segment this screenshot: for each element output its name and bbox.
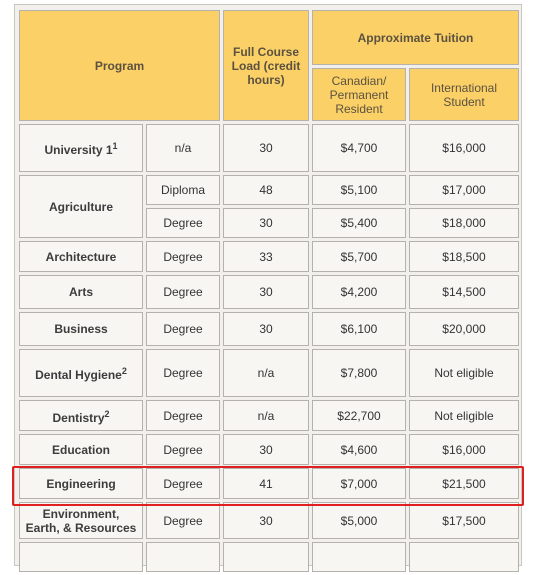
table-row-agriculture-diploma [19,175,519,205]
header-course-load: Full Course Load (credit hours) [223,10,309,121]
load-cell: 33 [223,241,309,272]
load-cell: 41 [223,468,309,499]
table-row-engineering [19,468,519,499]
header-program: Program [19,10,220,121]
tuition-table [16,7,522,575]
credential-cell: Diploma [146,175,220,205]
canadian-cell: $4,600 [312,434,406,465]
table-row-business [19,312,519,346]
program-cell [19,400,143,431]
credential-cell: Degree [146,275,220,309]
credential-cell: n/a [146,124,220,172]
credential-cell: Degree [146,312,220,346]
program-cell: Business [19,312,143,346]
international-cell: $18,000 [409,208,519,238]
credential-cell: Degree [146,468,220,499]
credential-cell: Degree [146,434,220,465]
table-row-dental-hygiene [19,349,519,397]
table-row-education [19,434,519,465]
program-label: University 1 [44,143,113,157]
load-cell: 30 [223,502,309,539]
international-cell: $21,500 [409,468,519,499]
table-row-environment [19,502,519,539]
header-approx-tuition: Approximate Tuition [312,10,519,65]
canadian-cell [312,542,406,572]
load-cell: 30 [223,312,309,346]
credential-cell: Degree [146,208,220,238]
load-cell [223,542,309,572]
international-cell: $17,500 [409,502,519,539]
credential-cell: Degree [146,349,220,397]
international-cell: Not eligible [409,400,519,431]
canadian-cell: $4,200 [312,275,406,309]
load-cell: 48 [223,175,309,205]
canadian-cell: $5,400 [312,208,406,238]
canadian-cell: $7,000 [312,468,406,499]
international-cell: $16,000 [409,124,519,172]
program-label: Dental Hygiene [35,368,122,382]
canadian-cell: $6,100 [312,312,406,346]
load-cell: 30 [223,275,309,309]
international-cell: $16,000 [409,434,519,465]
footnote-marker: 1 [112,141,118,151]
load-cell: 30 [223,208,309,238]
header-canadian: Canadian/ Permanent Resident [312,68,406,121]
credential-cell: Degree [146,400,220,431]
program-cell [19,124,143,172]
program-cell: Agriculture [19,175,143,238]
canadian-cell: $22,700 [312,400,406,431]
canadian-cell: $4,700 [312,124,406,172]
credential-cell [146,542,220,572]
header-international: International Student [409,68,519,121]
load-cell: 30 [223,124,309,172]
canadian-cell: $5,000 [312,502,406,539]
international-cell: $20,000 [409,312,519,346]
international-cell: $14,500 [409,275,519,309]
footnote-marker: 2 [104,408,110,419]
footnote-marker: 2 [121,366,127,376]
program-cell: Arts [19,275,143,309]
load-cell: 30 [223,434,309,465]
international-cell [409,542,519,572]
program-cell [19,349,143,397]
table-row-arts [19,275,519,309]
program-cell [19,542,143,572]
canadian-cell: $5,100 [312,175,406,205]
credential-cell: Degree [146,241,220,272]
program-cell: Education [19,434,143,465]
load-cell: n/a [223,349,309,397]
program-cell: Architecture [19,241,143,272]
canadian-cell: $7,800 [312,349,406,397]
load-cell: n/a [223,400,309,431]
table-row-architecture [19,241,519,272]
international-cell: Not eligible [409,349,519,397]
table-row-university1 [19,124,519,172]
international-cell: $17,000 [409,175,519,205]
program-label: Dentistry [52,410,105,425]
international-cell: $18,500 [409,241,519,272]
table-row-dentistry [19,400,519,431]
canadian-cell: $5,700 [312,241,406,272]
program-cell: Environment, Earth, & Resources [19,502,143,539]
credential-cell: Degree [146,502,220,539]
program-cell: Engineering [19,468,143,499]
table-row-partial [19,542,519,572]
